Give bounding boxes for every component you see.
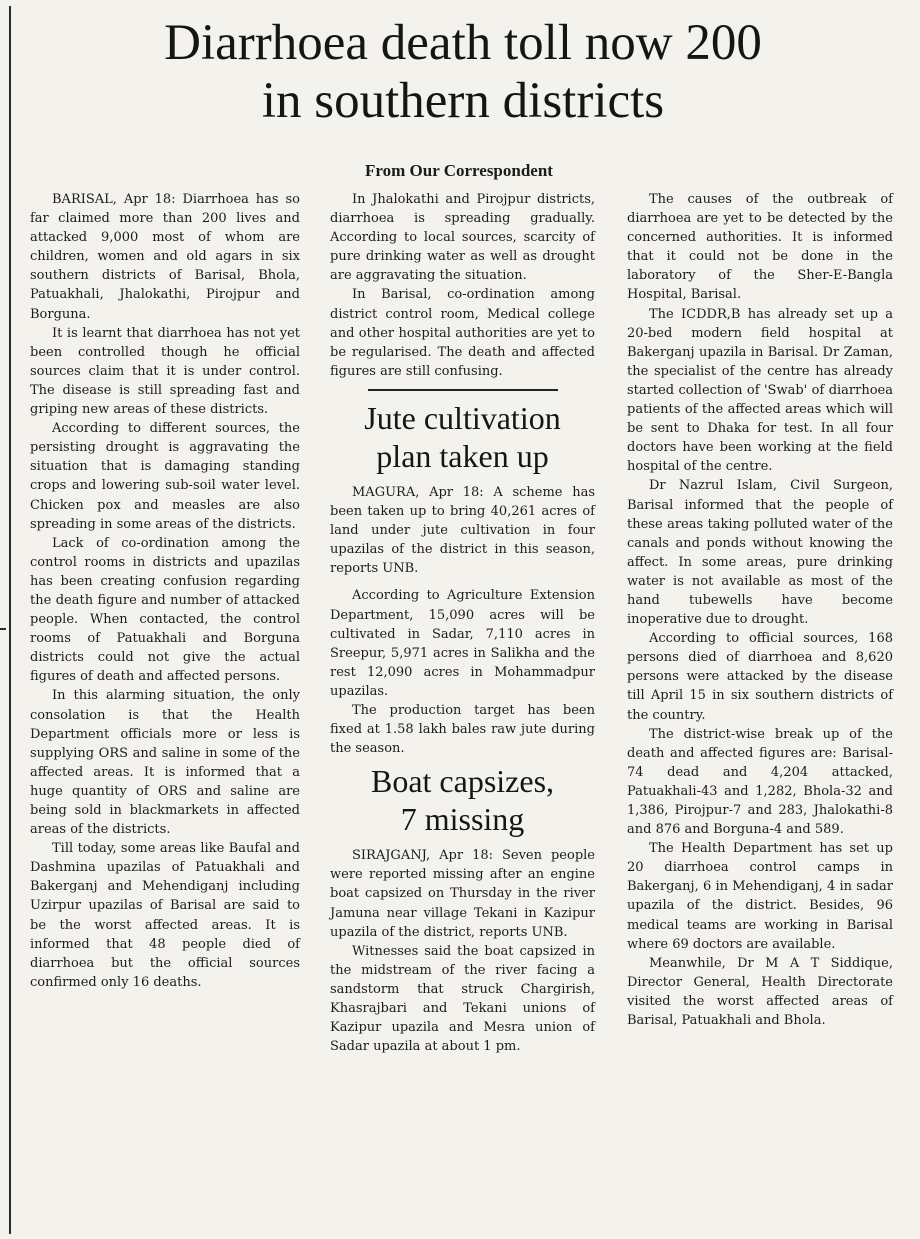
column-rule — [9, 6, 11, 1234]
article-paragraph: Meanwhile, Dr M A T Siddique, Director General, Health Directorate visited the worst affected areas of Barisal, Patuakhali and Bhola. — [627, 955, 893, 1029]
article-paragraph: The Health Department has set up 20 diarrhoea control camps in Bakerganj, 6 in Mehendiganj, 4 in sadar upazila of the district. Besides, 96 medical teams are working in Barisal where 69 doctors are available. — [627, 841, 893, 952]
byline: From Our Correspondent — [365, 161, 553, 180]
paragraph-gap — [330, 578, 595, 586]
column-3 — [627, 190, 893, 1030]
margin-tick — [0, 628, 6, 630]
article-paragraph: Lack of co-ordination among the control rooms in districts and upazilas has been creating confusion regarding the death figure and number of attacked people. When contacted, the control rooms of Patuakhali and Borguna districts could not give the actual figures of death and affected persons. — [30, 535, 300, 685]
jute-headline — [330, 399, 595, 475]
boat-headline-line2: 7 missing — [400, 801, 525, 838]
boat-headline — [330, 762, 595, 838]
jute-paragraph: According to Agriculture Extension Department, 15,090 acres will be cultivated in Sadar, 7,110 acres in Sreepur, 5,971 acres in Salikha and the rest 12,090 acres in Mohammadpur upazilas. — [330, 588, 595, 699]
main-headline-line1: Diarrhoea death toll now 200 — [164, 15, 762, 71]
article-paragraph: According to different sources, the persisting drought is aggravating the situation that is damaging standing crops and lowering sub-soil water level. Chicken pox and measles are also spreading in some areas of the districts. — [30, 421, 300, 532]
article-paragraph: In Barisal, co-ordination among district control room, Medical college and other hospital authorities are yet to be regularised. The death and affected figures are still confusing. — [330, 287, 595, 379]
column-2 — [330, 190, 595, 1056]
article-paragraph: The district-wise break up of the death and affected figures are: Barisal-74 dead and 4,204 attacked, Patuakhali-43 and 1,282, Bhola-32 and 1,386, Pirojpur-7 and 283, Jhalokathi-8 and 876 and Borguna-4 and 589. — [627, 726, 893, 838]
article-paragraph: It is learnt that diarrhoea has not yet been controlled though he official sources claim that it is under control. The disease is still spreading fast and griping new areas of these districts. — [30, 325, 300, 418]
boat-paragraph: SIRAJGANJ, Apr 18: Seven people were reported missing after an engine boat capsized on Thursday in the river Jamuna near village Tekani in Kazipur upazila of the district, reports UNB. — [330, 848, 595, 940]
article-paragraph: The ICDDR,B has already set up a 20-bed modern field hospital at Bakerganj upazila in Barisal. Dr Zaman, the specialist of the centre has already started collection of 'Swab' of diarrhoea patients of the affected areas which will be sent to Dhaka for test. In all four doctors have been working at the field hospital of the centre. — [627, 306, 893, 475]
article-paragraph: BARISAL, Apr 18: Diarrhoea has so far claimed more than 200 lives and attacked 9,000 most of whom are children, women and old agars in six southern districts of Barisal, Bhola, Patuakhali, Jhalokathi, Pirojpur and Borguna. — [30, 192, 300, 322]
jute-headline-line2: plan taken up — [376, 437, 549, 474]
article-paragraph: The causes of the outbreak of diarrhoea are yet to be detected by the concerned authorities. It is informed that it could not be done in the laboratory of the Sher-E-Bangla Hospital, Barisal. — [627, 192, 893, 303]
boat-paragraph: Witnesses said the boat capsized in the midstream of the river facing a sandstorm that struck Chargirish, Khasrajbari and Tekani unions of Kazipur upazila and Mesra union of Sadar upazila at about 1 pm. — [330, 943, 595, 1055]
article-paragraph: According to official sources, 168 persons died of diarrhoea and 8,620 persons were attacked by the disease till April 15 in six southern districts of the country. — [627, 631, 893, 723]
jute-headline-line1: Jute cultivation — [364, 399, 561, 436]
section-divider — [368, 389, 558, 391]
boat-headline-line1: Boat capsizes, — [370, 763, 555, 800]
jute-paragraph: MAGURA, Apr 18: A scheme has been taken up to bring 40,261 acres of land under jute cultivation in four upazilas of the district in this season, reports UNB. — [330, 484, 595, 577]
column-1 — [30, 190, 300, 992]
article-paragraph: In Jhalokathi and Pirojpur districts, diarrhoea is spreading gradually. According to local sources, scarcity of pure drinking water as well as drought are aggravating the situation. — [330, 192, 595, 284]
main-headline — [18, 14, 908, 130]
jute-paragraph: The production target has been fixed at 1.58 lakh bales raw jute during the season. — [330, 702, 595, 757]
article-paragraph: Dr Nazrul Islam, Civil Surgeon, Barisal informed that the people of these areas taking polluted water of the canals and ponds without knowing the affect. In some areas, pure drinking water is not available as most of the hand tubewells have become inoperative due to drought. — [627, 478, 893, 628]
article-paragraph: Till today, some areas like Baufal and Dashmina upazilas of Patuakhali and Bakerganj and Mehendiganj including Uzirpur upazilas of Barisal are said to be the worst affected areas. It is informed that 48 people died of diarrhoea but the official sources confirmed only 16 deaths. — [30, 841, 300, 990]
article-paragraph: In this alarming situation, the only consolation is that the Health Department officials more or less is supplying ORS and saline in some of the affected areas. It is informed that a huge quantity of ORS and saline are being sold in blackmarkets in affected areas of the districts. — [30, 688, 300, 838]
main-headline-line2: in southern districts — [261, 73, 665, 129]
